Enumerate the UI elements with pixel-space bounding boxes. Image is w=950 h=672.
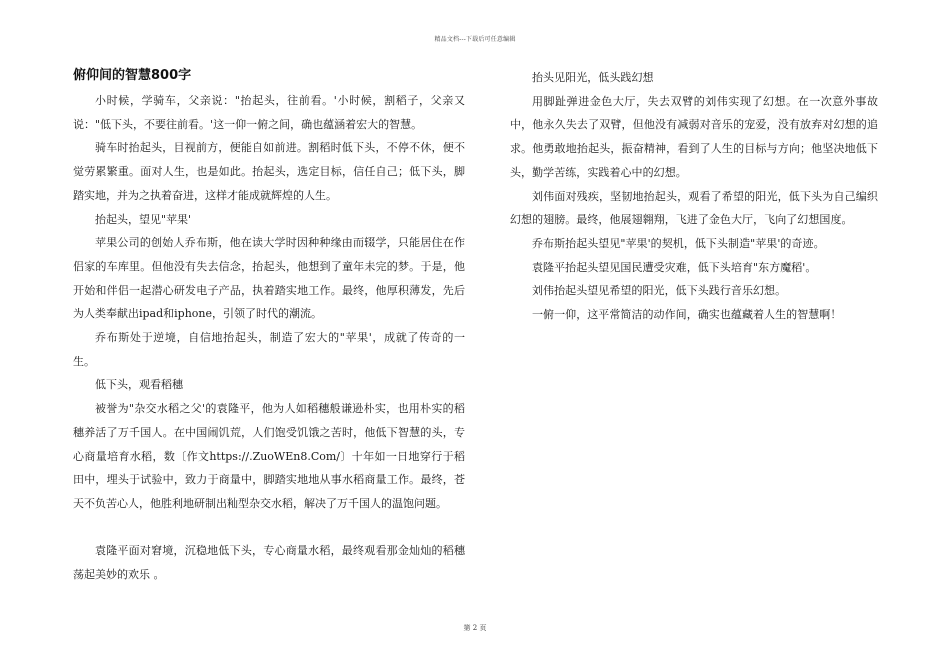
right-column <box>510 66 878 327</box>
paragraph: 乔布斯处于逆境，自信地抬起头，制造了宏大的"苹果'，成就了传奇的一生。 <box>73 331 465 368</box>
paragraph: 骑车时抬起头，目视前方，便能自如前进。割稻时低下头，不停不休，便不觉劳累繁重。面对人生，也是如此。抬起头，选定目标，信任自己；低下头，脚踏实地，并为之执着奋进，这样才能成就辉煌的人生。 <box>73 141 465 202</box>
paragraph: 小时候，学骑车，父亲说："抬起头，往前看。'小时候，割稻子，父亲又说："低下头，不要往前看。'这一仰一俯之间，确也蕴涵着宏大的智慧。 <box>73 94 465 131</box>
paragraph: 用脚趾弹进金色大厅，失去双臂的刘伟实现了幻想。在一次意外事故中，他永久失去了双臂，但他没有减弱对音乐的宠爱，没有放弃对幻想的追求。他勇敢地抬起头，振奋精神，看到了人生的目标与方向；他坚决地低下头，勤学苦练，实践着心中的幻想。 <box>510 94 878 179</box>
spacer <box>73 516 465 540</box>
paragraph: 刘伟面对残疾，坚韧地抬起头，观看了希望的阳光，低下头为自己编织幻想的翅膀。最终，他展翅翱翔，飞进了金色大厅，飞向了幻想国度。 <box>510 189 878 227</box>
paragraph: 乔布斯抬起头望见"苹果'的契机，低下头制造"苹果'的奇迹。 <box>532 236 825 250</box>
paragraph: 袁隆平抬起头望见国民遭受灾难，低下头培育"东方魔稻'。 <box>532 260 817 274</box>
section-heading: 低下头，观看稻穗 <box>95 378 183 392</box>
page-number: 第 2 页 <box>463 624 487 632</box>
paragraph: 被誉为"杂交水稻之父'的袁隆平，他为人如稻穗般谦逊朴实，也用朴实的稻穗养活了万千国人。在中国闹饥荒，人们饱受饥饿之苦时，他低下智慧的头，专心商量培育水稻，数〔作文https://.ZuoWEn8.Com/〕十年如一日地穿行于稻田中，埋头于试验中，致力于商量中，脚踏实地地从事水稻商量工作。最终，苍天不负苦心人，他胜利地研制出籼型杂交水稻，解决了万千国人的温饱问题。 <box>73 402 465 510</box>
section-heading: 抬头见阳光，低头践幻想 <box>532 71 654 84</box>
essay-title: 俯仰间的智慧800字 <box>73 68 192 83</box>
paragraph: 苹果公司的创始人乔布斯，他在读大学时因种种缘由而辍学，只能居住在作侣家的车库里。但他没有失去信念，抬起头，他想到了童年未完的梦。于是，他开始和伴侣一起潜心研发电子产品，执着踏实地工作。最终，他厚积薄发，先后为人类奉献出ipad和iphone，引领了时代的潮流。 <box>73 236 465 321</box>
section-heading: 抬起头，望见"苹果' <box>95 212 192 226</box>
paragraph: 袁隆平面对窘境，沉稳地低下头，专心商量水稻，最终观看那金灿灿的稻穗荡起美妙的欢乐 。 <box>73 544 465 581</box>
page-header: 精品文档---下载后可任意编辑 <box>434 36 516 43</box>
paragraph: 刘伟抬起头望见希望的阳光，低下头践行音乐幻想。 <box>532 284 787 298</box>
paragraph: 一俯一仰，这平常简洁的动作间，确实也蕴藏着人生的智慧啊！ <box>532 308 842 322</box>
left-column <box>73 66 465 587</box>
